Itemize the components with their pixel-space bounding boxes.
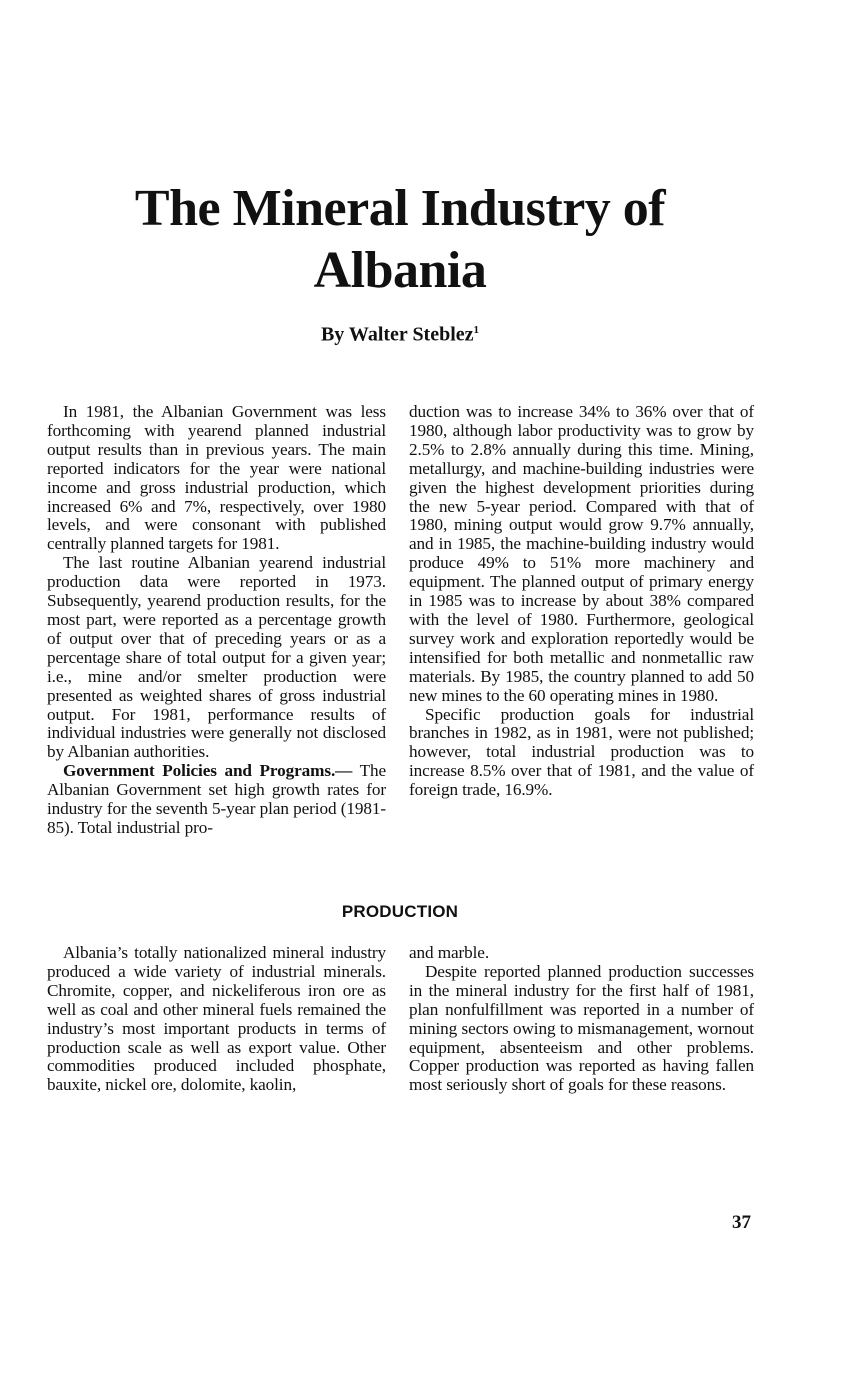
page-title (0, 178, 800, 302)
column-2 (409, 403, 754, 800)
column-1 (47, 403, 386, 838)
section-heading-production: PRODUCTION (341, 902, 459, 921)
byline (0, 318, 800, 347)
author-name: By Walter Steblez (320, 323, 474, 346)
page-number: 37 (732, 1212, 751, 1233)
footnote-marker: 1 (473, 324, 480, 336)
production-paragraph-1: Albania’s totally nationalized mineral industry produced a wide variety of industrial minerals. Chromite, copper, and nickeliferous iron ore as well as coal and other mineral fuels remained the industry’s most important products in terms of production scale as well as export value. Other commodities produced included phosphate, bauxite, nickel ore, dolomite, kaolin, (47, 943, 386, 1095)
intro-paragraph-1: In 1981, the Albanian Government was less forthcoming with yearend planned industrial output results than in previous years. The main reported indicators for the year were national income and gross industrial production, which increased 6% and 7%, respectively, over 1980 levels, and were consonant with published centrally planned targets for 1981. (47, 402, 386, 554)
production-paragraph-2: Despite reported planned production successes in the mineral industry for the first half of 1981, plan nonfulfillment was reported in a number of mining sectors owing to mismanagement, wornout equipment, absenteeism and other problems. Copper production was reported as having fallen most seriously short of goals for these reasons. (409, 961, 754, 1095)
intro-paragraph-4: Specific production goals for industrial branches in 1982, as in 1981, were not published; however, total industrial production was to increase 8.5% over that of 1981, and the value of foreign trade, 16.9%. (409, 704, 754, 800)
intro-paragraph-2: The last routine Albanian yearend industrial production data were reported in 1973. Subsequently, yearend production results, for the most part, were reported as a percentage growth of output over that of preceding years or as a percentage share of total output for a given year; i.e., mine and/or smelter production were presented as weighted shares of gross industrial output. For 1981, performance results of individual industries were generally not disclosed by Albanian authorities. (47, 553, 386, 762)
column-4 (409, 944, 754, 1095)
policies-text: The Albanian Government set high growth rates for industry for the seventh 5-year plan period (1981-85). Total industrial pro- (47, 761, 386, 837)
intro-paragraph-3-continued: duction was to increase 34% to 36% over that of 1980, although labor productivity was to grow by 2.5% to 2.8% annually during this time. Mining, metallurgy, and machine-building industries were given the highest development priorities during the new 5-year period. Compared with that of 1980, mining output would grow 9.7% annually, and in 1985, the machine-building industry would produce 49% to 51% more machinery and equipment. The planned output of primary energy in 1985 was to increase by about 38% compared with the level of 1980. Furthermore, geological survey work and exploration reportedly would be intensified for both metallic and nonmetallic raw materials. By 1985, the country planned to add 50 new mines to the 60 operating mines in 1980. (409, 402, 754, 705)
production-paragraph-1-continued: and marble. (409, 943, 490, 962)
intro-paragraph-3 (47, 762, 386, 838)
title-line-2: Albania (313, 242, 487, 299)
policies-heading: Government Policies and Programs.— (63, 761, 353, 781)
title-line-1: The Mineral Industry of (134, 180, 666, 237)
column-3 (47, 944, 386, 1095)
